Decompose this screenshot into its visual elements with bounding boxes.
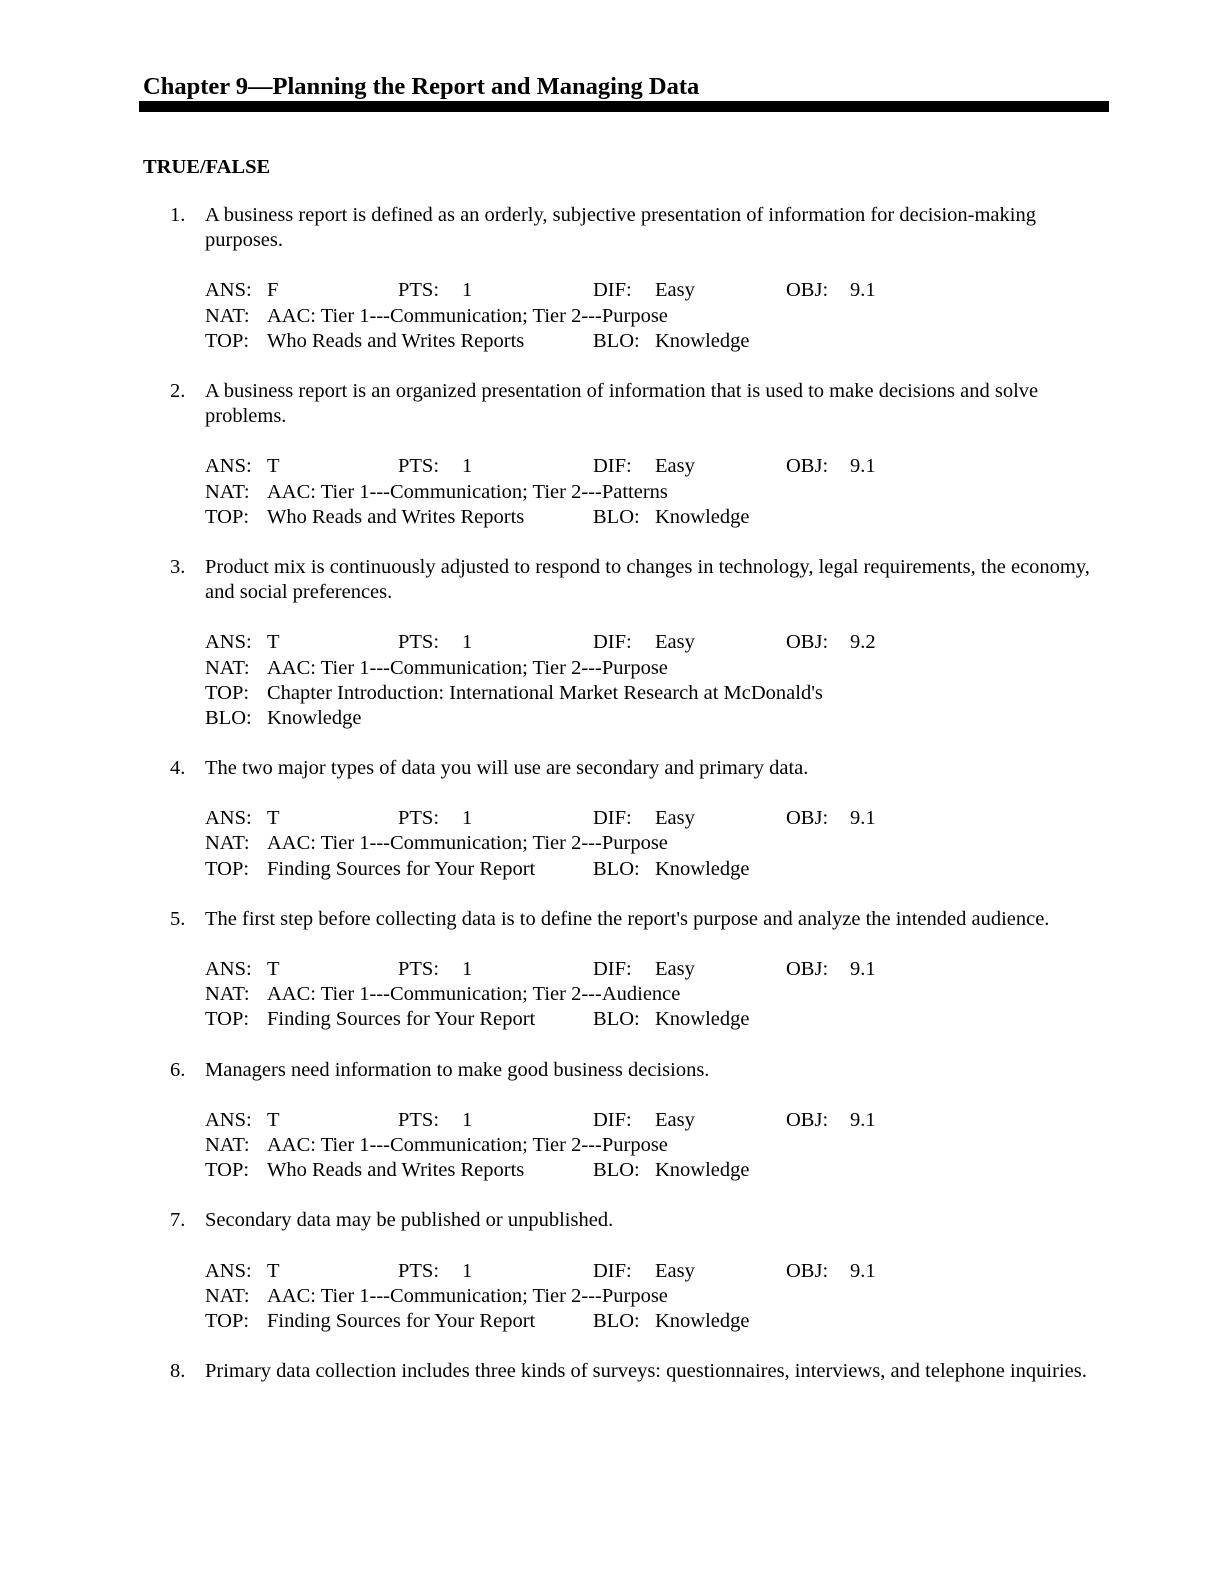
obj-label: OBJ: xyxy=(786,1259,829,1282)
question-text: Product mix is continuously adjusted to respond to changes in technology, legal requirements, the economy, and social preferences. xyxy=(205,555,1090,604)
question-item xyxy=(0,1359,1224,1384)
answer-metadata xyxy=(205,454,1224,530)
dif-value: Easy xyxy=(655,279,695,302)
top-label: TOP: xyxy=(205,1008,250,1031)
ans-label: ANS: xyxy=(205,279,252,302)
ans-label: ANS: xyxy=(205,455,252,478)
top-value: Finding Sources for Your Report xyxy=(267,1008,536,1031)
pts-value: 1 xyxy=(462,1108,473,1131)
nat-value: AAC: Tier 1---Communication; Tier 2---Purpose xyxy=(267,1134,668,1157)
answer-metadata xyxy=(205,806,1224,882)
question-item xyxy=(0,203,1224,354)
nat-label: NAT: xyxy=(205,480,250,503)
top-value: Chapter Introduction: International Market Research at McDonald's xyxy=(267,681,823,704)
top-label: TOP: xyxy=(205,1159,250,1182)
dif-label: DIF: xyxy=(593,455,632,478)
pts-label: PTS: xyxy=(398,631,440,654)
pts-value: 1 xyxy=(462,958,473,981)
blo-value: Knowledge xyxy=(267,706,362,729)
question-number: 6. xyxy=(170,1058,186,1081)
answer-metadata xyxy=(205,1259,1224,1335)
question-text: Primary data collection includes three kinds of surveys: questionnaires, interviews, and telephone inquiries. xyxy=(205,1360,1087,1383)
obj-value: 9.1 xyxy=(850,1259,876,1282)
question-text: Secondary data may be published or unpublished. xyxy=(205,1209,614,1232)
question-text: A business report is an organized presentation of information that is used to make decisions and solve problems. xyxy=(205,379,1039,428)
ans-value: T xyxy=(267,1108,280,1131)
blo-label: BLO: xyxy=(593,1008,640,1031)
question-number: 7. xyxy=(170,1209,186,1232)
blo-value: Knowledge xyxy=(655,857,750,880)
ans-label: ANS: xyxy=(205,1259,252,1282)
dif-label: DIF: xyxy=(593,807,632,830)
blo-label: BLO: xyxy=(593,1159,640,1182)
question-number: 4. xyxy=(170,757,186,780)
obj-label: OBJ: xyxy=(786,1108,829,1131)
blo-value: Knowledge xyxy=(655,1008,750,1031)
nat-label: NAT: xyxy=(205,304,250,327)
nat-value: AAC: Tier 1---Communication; Tier 2---Audience xyxy=(267,983,681,1006)
pts-label: PTS: xyxy=(398,279,440,302)
question-item xyxy=(0,907,1224,1033)
ans-label: ANS: xyxy=(205,807,252,830)
question-item xyxy=(0,1058,1224,1184)
question-number: 5. xyxy=(170,907,186,930)
pts-value: 1 xyxy=(462,1259,473,1282)
blo-label: BLO: xyxy=(205,706,252,729)
top-label: TOP: xyxy=(205,329,250,352)
nat-label: NAT: xyxy=(205,832,250,855)
obj-value: 9.1 xyxy=(850,1108,876,1131)
answer-metadata xyxy=(205,957,1224,1033)
blo-value: Knowledge xyxy=(655,505,750,528)
question-item xyxy=(0,1208,1224,1334)
pts-label: PTS: xyxy=(398,1259,440,1282)
top-value: Who Reads and Writes Reports xyxy=(267,1159,525,1182)
nat-label: NAT: xyxy=(205,1134,250,1157)
nat-value: AAC: Tier 1---Communication; Tier 2---Purpose xyxy=(267,1284,668,1307)
question-text: A business report is defined as an orderly, subjective presentation of information for decision-making purposes. xyxy=(205,204,1036,252)
answer-metadata xyxy=(205,630,1224,731)
obj-value: 9.1 xyxy=(850,455,876,478)
question-text: Managers need information to make good business decisions. xyxy=(205,1058,710,1081)
nat-value: AAC: Tier 1---Communication; Tier 2---Patterns xyxy=(267,480,668,503)
top-label: TOP: xyxy=(205,1309,250,1332)
question-item xyxy=(0,555,1224,731)
question-text: The two major types of data you will use are secondary and primary data. xyxy=(205,757,809,780)
nat-value: AAC: Tier 1---Communication; Tier 2---Purpose xyxy=(267,832,668,855)
ans-label: ANS: xyxy=(205,631,252,654)
blo-label: BLO: xyxy=(593,505,640,528)
question-item xyxy=(0,379,1224,530)
question-item xyxy=(0,756,1224,882)
pts-label: PTS: xyxy=(398,807,440,830)
dif-value: Easy xyxy=(655,1259,695,1282)
dif-label: DIF: xyxy=(593,279,632,302)
nat-value: AAC: Tier 1---Communication; Tier 2---Purpose xyxy=(267,656,668,679)
nat-label: NAT: xyxy=(205,1284,250,1307)
obj-label: OBJ: xyxy=(786,455,829,478)
top-value: Finding Sources for Your Report xyxy=(267,857,536,880)
nat-label: NAT: xyxy=(205,983,250,1006)
pts-value: 1 xyxy=(462,631,473,654)
blo-label: BLO: xyxy=(593,1309,640,1332)
dif-value: Easy xyxy=(655,958,695,981)
ans-value: T xyxy=(267,631,280,654)
nat-value: AAC: Tier 1---Communication; Tier 2---Purpose xyxy=(267,304,668,327)
obj-value: 9.1 xyxy=(850,279,876,302)
ans-label: ANS: xyxy=(205,1108,252,1131)
pts-value: 1 xyxy=(462,807,473,830)
blo-value: Knowledge xyxy=(655,1309,750,1332)
chapter-title: Chapter 9—Planning the Report and Managing Data xyxy=(143,73,700,100)
dif-label: DIF: xyxy=(593,958,632,981)
dif-label: DIF: xyxy=(593,631,632,654)
ans-value: T xyxy=(267,455,280,478)
obj-value: 9.1 xyxy=(850,958,876,981)
top-value: Who Reads and Writes Reports xyxy=(267,329,525,352)
top-label: TOP: xyxy=(205,505,250,528)
section-heading: TRUE/FALSE xyxy=(143,156,271,178)
ans-value: F xyxy=(267,279,279,302)
dif-value: Easy xyxy=(655,631,695,654)
question-number: 1. xyxy=(170,204,186,226)
dif-value: Easy xyxy=(655,455,695,478)
pts-label: PTS: xyxy=(398,958,440,981)
pts-label: PTS: xyxy=(398,1108,440,1131)
question-text: The first step before collecting data is to define the report's purpose and analyze the intended audience. xyxy=(205,907,1050,930)
obj-label: OBJ: xyxy=(786,631,829,654)
blo-value: Knowledge xyxy=(655,329,750,352)
ans-value: T xyxy=(267,958,280,981)
question-number: 8. xyxy=(170,1360,186,1383)
blo-label: BLO: xyxy=(593,329,640,352)
dif-label: DIF: xyxy=(593,1108,632,1131)
dif-value: Easy xyxy=(655,807,695,830)
title-rule xyxy=(139,101,1109,112)
obj-label: OBJ: xyxy=(786,279,829,302)
top-label: TOP: xyxy=(205,857,250,880)
dif-value: Easy xyxy=(655,1108,695,1131)
pts-value: 1 xyxy=(462,455,473,478)
ans-value: T xyxy=(267,1259,280,1282)
answer-metadata xyxy=(205,1108,1224,1184)
top-value: Finding Sources for Your Report xyxy=(267,1309,536,1332)
answer-metadata xyxy=(205,278,1224,354)
dif-label: DIF: xyxy=(593,1259,632,1282)
obj-value: 9.2 xyxy=(850,631,876,654)
obj-value: 9.1 xyxy=(850,807,876,830)
blo-value: Knowledge xyxy=(655,1159,750,1182)
ans-value: T xyxy=(267,807,280,830)
blo-label: BLO: xyxy=(593,857,640,880)
pts-value: 1 xyxy=(462,279,473,302)
obj-label: OBJ: xyxy=(786,807,829,830)
question-list xyxy=(0,203,1224,1409)
nat-label: NAT: xyxy=(205,656,250,679)
obj-label: OBJ: xyxy=(786,958,829,981)
top-label: TOP: xyxy=(205,681,250,704)
question-number: 3. xyxy=(170,555,186,578)
question-number: 2. xyxy=(170,379,186,402)
top-value: Who Reads and Writes Reports xyxy=(267,505,525,528)
pts-label: PTS: xyxy=(398,455,440,478)
ans-label: ANS: xyxy=(205,958,252,981)
